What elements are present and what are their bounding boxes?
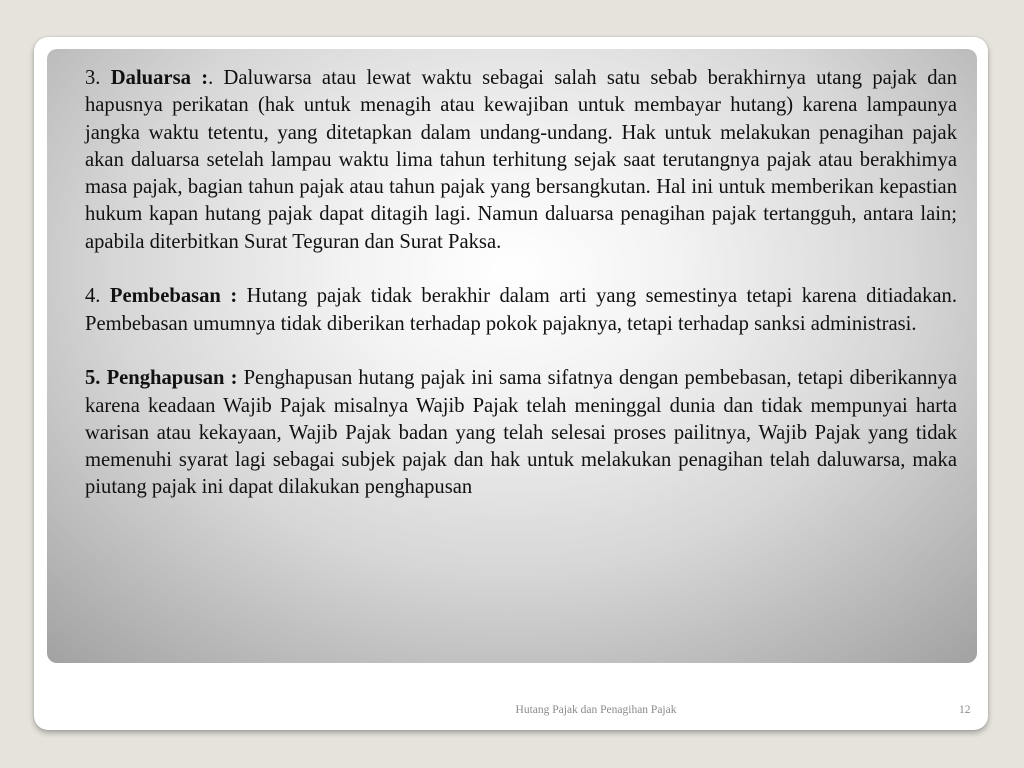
paragraph-text: Penghapusan hutang pajak ini sama sifatnya dengan pembebasan, tetapi diberikannya karena keadaan Wajib Pajak misalnya Wajib Pajak telah meninggal dunia dan tidak mempunyai harta warisan atau kekayaan, Wajib Pajak badan yang telah selesai proses pailitnya, Wajib Pajak yang tidak memenuhi syarat lagi sebagai subjek pajak dan hak untuk melakukan penagihan telah daluwarsa, maka piutang pajak ini dapat dilakukan penghapusan — [85, 367, 957, 499]
body-text — [85, 65, 957, 529]
term-pembebasan: Pembebasan : — [109, 285, 238, 308]
paragraph-text: . Daluwarsa atau lewat waktu sebagai salah satu sebab berakhirnya utang pajak dan hapusnya perikatan (hak untuk menagih atau kewajiban untuk membayar hutang) karena lampaunya jangka waktu tetentu, yang ditetapkan dalam undang-undang. Hak untuk melakukan penagihan pajak akan daluarsa setelah lampau waktu lima tahun terhitung sejak saat terutangnya pajak atau berakhimya masa pajak, bagian tahun pajak atau tahun pajak yang bersangkutan. Hal ini untuk memberikan kepastian hukum kapan hutang pajak dapat ditagih lagi. Namun daluarsa penagihan pajak tertangguh, antara lain; apabila diterbitkan Surat Teguran dan Surat Paksa. — [85, 67, 957, 253]
paragraph-number: 3. — [85, 67, 111, 89]
paragraph-number: 4. — [85, 285, 110, 308]
page-number: 12 — [959, 704, 971, 716]
slide — [34, 37, 988, 730]
footer-title — [34, 704, 988, 716]
term-daluarsa: Daluarsa : — [110, 67, 209, 89]
paragraph-daluarsa — [85, 65, 957, 256]
paragraph-pembebasan — [85, 283, 957, 338]
footer-title-text: Hutang Pajak dan Penagihan Pajak — [515, 704, 677, 716]
term-penghapusan: 5. Penghapusan : — [85, 367, 238, 390]
content-box — [47, 49, 977, 663]
paragraph-penghapusan — [85, 365, 957, 501]
paragraph-text: Hutang pajak tidak berakhir dalam arti yang semestinya tetapi karena ditiadakan. Pembebasan umumnya tidak diberikan terhadap pokok pajaknya, tetapi terhadap sanksi administrasi. — [85, 285, 957, 335]
